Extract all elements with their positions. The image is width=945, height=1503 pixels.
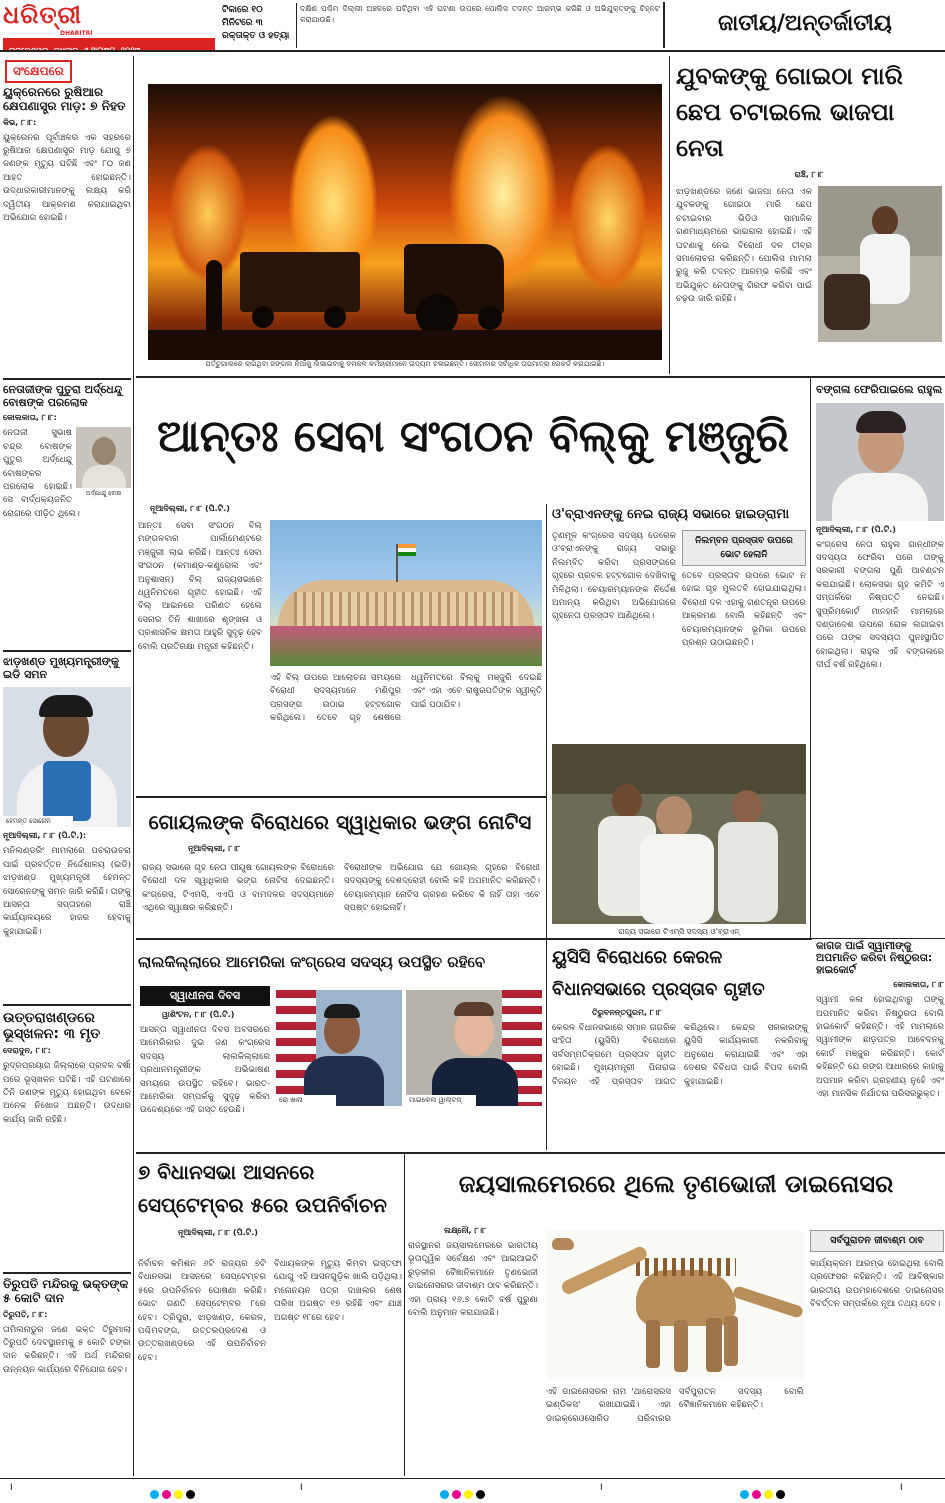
teaser-divider <box>296 3 297 48</box>
brief-body: ମନିଲଣ୍ଡରିଂ ମାମଲାରେ ପଚରାଉଚରା ପାଇଁ ପ୍ରବର୍ତ୍ତନ ନିର୍ଦ୍ଦେଶାଳୟ (ଇଡି) ଝାଡ଼ଖଣ୍ଡ ମୁଖ୍ୟମନ୍ତ୍ରୀ ହେମନ୍ତ ସୋରେନଙ୍କୁ ସମନ ଜାରି କରିଛି। ତାଙ୍କୁ ଆସନ୍ତା ସପ୍ତାହରେ ରାଞ୍ଚି କାର୍ଯ୍ୟାଳୟରେ ହାଜର ହେବାକୁ କୁହାଯାଇଛି। <box>3 846 131 937</box>
brief-title: ଝାଡ଼ଖଣ୍ଡ ମୁଖ୍ୟମନ୍ତ୍ରୀଙ୍କୁ ଇଡି ସମନ <box>3 655 119 681</box>
brief-divider <box>3 378 131 380</box>
bypoll-story[interactable] <box>138 1156 402 1476</box>
kerala-column-rule <box>546 940 547 1150</box>
kerala-body: କେରଳ ବିଧାନସଭାରେ ସମାନ ନାଗରିକ ସଂହିତା (ୟୁସିସି) ବିରୋଧରେ ସର୍ବସମ୍ମତିକ୍ରମେ ପ୍ରସ୍ତାବ ଗୃହୀତ ହୋଇଛି। ମୁଖ୍ୟମନ୍ତ୍ରୀ ପିନାରାଇ ବିଜୟନ ଏହି ପ୍ରସ୍ତାବ ଆଗତ କରିଥିଲେ। କେନ୍ଦ୍ର ସରକାରଙ୍କୁ ୟୁସିସି କାର୍ଯ୍ୟକାରୀ ନକରିବାକୁ ଅନୁରୋଧ କରାଯାଇଛି ଏବଂ ଏହା ଦେଶର ବିବିଧତା ପାଇଁ ବିପଦ ବୋଲି କୁହାଯାଇଛି। <box>552 1023 808 1087</box>
bose-photo <box>76 427 131 499</box>
wildfire-caption: ପର୍ତ୍ତୁଗାଲରେ ଲାଗିଥିବା ଜଙ୍ଗଲ ନିଆଁକୁ ଲିଭାଇବାକୁ ଦମକଳ କର୍ମଚାରୀମାନେ ଉଦ୍ୟମ ଚଳାଇଛନ୍ତି। ସୋମବାର ସର୍ବାଧିକ ତାପମାତ୍ରା ରେକର୍ଡ କରାଯାଇଛି। <box>205 360 605 368</box>
page-mark: I <box>10 1483 13 1493</box>
brief-body: ୟୁକ୍ରେନର ପୂର୍ବାଞ୍ଚଳର ଏକ ସହରରେ ରୁଷିଆର କ୍ଷେପଣାସ୍ତ୍ର ମାଡ଼ ଯୋଗୁ ୭ ଜଣଙ୍କ ମୃତ୍ୟୁ ଘଟିଛି ଏବଂ ୮୦ ଜଣ ଆହତ ହୋଇଛନ୍ତି। ଉଦ୍ଧାରକାରୀମାନଙ୍କୁ ଲକ୍ଷ୍ୟ କରି ଦ୍ୱିତୀୟ ଆକ୍ରମଣ କରାଯାଇଥିବା ଅଭିଯୋଗ ହୋଇଛି। <box>3 132 131 224</box>
dino-body-3: କାର୍ଯ୍ୟକ୍ରମ ଆରମ୍ଭ ହୋଇଥିଲା ବୋଲି ପ୍ରଫେସର କହିଛନ୍ତି। ଏହି ଆବିଷ୍କାର ଭାରତୀୟ ଉପମହାଦେଶରେ ଡାଇନୋସର ବିବର୍ତ୍ତନ ସମ୍ପର୍କରେ ନୂଆ ତଥ୍ୟ ଦେବ। <box>810 1259 944 1310</box>
brief-body: ତାମିଲନାଡୁର ଜଣେ ଭକ୍ତ ତିରୁମାଲା ତିରୁପତି ଦେବସ୍ଥାନମକୁ ୫ କୋଟି ଟଙ୍କା ଦାନ କରିଛନ୍ତି। ଏହି ଅର୍ଥ ମନ୍ଦିରର ଉନ୍ନୟନ କାର୍ଯ୍ୟରେ ବିନିଯୋଗ ହେବ। <box>3 1324 131 1375</box>
section-title: ଜାତୀୟ/ଅନ୍ତର୍ଜାତୀୟ <box>718 11 892 36</box>
goyal-rule <box>136 796 546 798</box>
masthead <box>0 0 945 50</box>
redfort-tag: ସ୍ୱାଧୀନତା ଦିବସ <box>169 989 241 1002</box>
waltz-caption: ମାଇକେଲ ୱାଲ୍ଟଜ୍ <box>406 1095 476 1106</box>
bjp-dateline: ରାଞ୍ଚି, ୮।୮ <box>794 170 824 179</box>
goyal-dateline: ନୂଆଦିଲ୍ଲୀ, ୮।୮ <box>188 844 241 853</box>
lead-story-body[interactable] <box>138 504 542 794</box>
court-body: ସ୍ୱାମୀ କଳା ହୋଇଥିବାରୁ ତାଙ୍କୁ ଅପମାନିତ କରିବା ନିଷ୍ଠୁରତା ବୋଲି ହାଇକୋର୍ଟ କହିଛନ୍ତି। ଏହି ମାମଲାରେ ସ୍ୱାମୀଙ୍କ ଛାଡ଼ପତ୍ର ଆବେଦନକୁ କୋର୍ଟ ମଞ୍ଜୁର କରିଛନ୍ତି। କୋର୍ଟ କହିଛନ୍ତି ଯେ ରଙ୍ଗ ଆଧାରରେ କାହାକୁ ଅପମାନ କରିବା ଗ୍ରହଣୀୟ ନୁହେଁ ଏବଂ ଏହା ମାନସିକ ନିର୍ଯାତନା ପରିସରଭୁକ୍ତ। <box>816 995 944 1100</box>
masthead-rule <box>0 50 945 52</box>
brief-item[interactable] <box>3 86 131 376</box>
lead-headline-box <box>136 382 810 502</box>
rahul-column-rule <box>810 378 811 938</box>
goyal-story[interactable] <box>138 800 542 934</box>
brief-dateline: ଦେରାଦୁନ, ୮।୮: <box>3 1046 51 1056</box>
redfort-story[interactable] <box>138 942 542 1150</box>
bjp-story[interactable] <box>676 58 942 374</box>
obrien-story[interactable] <box>552 508 806 938</box>
color-registration <box>440 1484 500 1494</box>
khanna-caption: ରୋ ଖାନା <box>276 1095 336 1106</box>
bjp-photo <box>818 186 942 342</box>
bypoll-column-rule <box>404 1154 405 1476</box>
section-title-box <box>663 2 945 48</box>
obrien-kicker-box <box>682 530 806 566</box>
brief-item[interactable] <box>3 1278 131 1476</box>
kerala-story[interactable] <box>552 942 808 1150</box>
rahul-body: କଂଗ୍ରେସ ନେତା ରାହୁଲ ଗାନ୍ଧୀଙ୍କ ସଦସ୍ୟତା ଫେରିବା ପରେ ତାଙ୍କୁ ସରକାରୀ ବଙ୍ଗଳା ପୁଣି ଆବଣ୍ଟନ କରାଯାଇଛି। ଲୋକସଭା ଗୃହ କମିଟି ଏ ସମ୍ପର୍କରେ ନିଷ୍ପତ୍ତି ନେଇଛି। ସୁପ୍ରିମକୋର୍ଟ ମାନହାନି ମାମଲାରେ ଦଣ୍ଡାଦେଶ ଉପରେ ରୋକ ଲଗାଇବା ପରେ ତାଙ୍କ ସଦସ୍ୟତା ପୁନଃସ୍ଥାପିତ ହୋଇଥିଲା। ରାହୁଲ ଏହି ବଙ୍ଗଳାରେ ଦୀର୍ଘ ବର୍ଷ ରହିଥିଲେ। <box>816 539 944 671</box>
brief-item[interactable] <box>3 656 131 1036</box>
page-mark: I <box>900 1483 903 1493</box>
brief-title: ୟୁକ୍ରେନରେ ରୁଷିଆର କ୍ଷେପଣାସ୍ତ୍ର ମାଡ଼: ୭ ନିହତ <box>3 85 126 113</box>
teaser-text: ଦକ୍ଷିଣ ପଶ୍ଚିମ ଦିଲ୍ଲୀ ଅଞ୍ଚଳରେ ଘଟିଥିବା ଏହି ଘଟଣା ଉପରେ ପୋଲିସ ତଦନ୍ତ ଆରମ୍ଭ କରିଛି ଓ ଅଭିଯୁକ୍ତଙ୍କୁ ଚିହ୍ନଟ କରାଯାଉଛି। <box>300 4 660 24</box>
dino-body: ରାଜସ୍ଥାନର ଜୟସାଲମେରରେ ଭାରତୀୟ ଭୂତାତ୍ତ୍ୱିକ ସର୍ବେକ୍ଷଣ ଏବଂ ଆଇଆଇଟି ରୁଡ଼କୀର ବୈଜ୍ଞାନିକମାନେ ତୃଣଭୋଜୀ ଡାଇନୋସରର ଜୀବାଶ୍ମ ଠାବ କରିଛନ୍ତି। ଏହା ପ୍ରାୟ ୧୬.୭ କୋଟି ବର୍ଷ ପୁରୁଣା ବୋଲି ଅନୁମାନ କରାଯାଉଛି। <box>408 1241 538 1319</box>
top-photo-rule <box>669 56 670 374</box>
logo-subtitle: DHARITRI <box>60 30 93 37</box>
dateline-bar <box>3 38 215 50</box>
lead-body-2: ଏହି ବିଲ୍ ଉପରେ ଆଲୋଚନା ସମୟରେ ବିରୋଧୀ ସଦସ୍ୟମାନେ ମଣିପୁର ପ୍ରସଙ୍ଗ ଉଠାଇ ହଟ୍ଟଗୋଳ କରିଥିଲେ। ତେବେ ଗୃହ ଶେଷରେ ଧ୍ୱନିମତରେ ବିଲ୍‌କୁ ମଞ୍ଜୁରି ଦେଇଛି ଏବଂ ଏହା ଏବେ ରାଷ୍ଟ୍ରପତିଙ୍କ ସ୍ୱୀକୃତି ପାଇଁ ପଠାଯିବ। <box>270 673 542 724</box>
obrien-kicker: ନିଲମ୍ବନ ପ୍ରସ୍ତାବ ଉପରେ ଭୋଟ ହେଲାନି <box>695 536 793 560</box>
soren-photo <box>3 687 131 827</box>
lead-body: ଆନ୍ତଃ ସେବା ସଂଗଠନ ବିଲ୍ ମଙ୍ଗଳବାର ପାର୍ଲାମେଣ୍ଟରେ ମଞ୍ଜୁରୀ ଲାଭ କରିଛି। ଆନ୍ତଃ ସେବା ସଂଗଠନ (କମାଣ୍ଡ-କଣ୍ଟ୍ରୋଲ ଏବଂ ଅନୁଶାସନ) ବିଲ୍ ରାଜ୍ୟସଭାରେ ଧ୍ୱନିମତରେ ଗୃହୀତ ହୋଇଛି। ଏହି ବିଲ୍ ଆଇନରେ ପରିଣତ ହେଲେ ସେନାର ତିନି ଶାଖାରେ ଶୃଙ୍ଖଳା ଓ ପ୍ରଶାସନିକ କ୍ଷମତା ଆହୁରି ସୁଦୃଢ଼ ହେବ ବୋଲି ପ୍ରତିରକ୍ଷା ମନ୍ତ୍ରୀ କହିଛନ୍ତି। <box>138 521 262 652</box>
bypoll-headline: ୭ ବିଧାନସଭା ଆସନରେ ସେପ୍ଟେମ୍ବର ୫ରେ ଉପନିର୍ବାଚନ <box>138 1160 387 1217</box>
court-headline: କାଗଜ ପାଇଁ ସ୍ୱାମୀଙ୍କୁ ଅପମାନିତ କରିବା ନିଷ୍ଠୁରତା: ହାଇକୋର୍ଟ <box>816 940 933 977</box>
court-story[interactable] <box>816 940 944 1170</box>
row3-rule <box>136 938 812 940</box>
obrien-body: ତୃଣମୂଳ କଂଗ୍ରେସ ସଦସ୍ୟ ଡେରେକ ଓ'ବ୍ରାଏନଙ୍କୁ ରାଜ୍ୟ ସଭାରୁ ନିଲମ୍ବିତ କରିବା ପ୍ରସଙ୍ଗରେ ଗୃହରେ ପ୍ରବଳ ହଟ୍ଟଗୋଳ ଦେଖିବାକୁ ମିଳିଥିଲା। ଚେୟାରମ୍ୟାନଙ୍କ ନିର୍ଦ୍ଦେଶ ଅମାନ୍ୟ କରିଥିବା ଅଭିଯୋଗରେ ଗୃହନେତା ପ୍ରସ୍ତାବ ଆଣିଥିଲେ। <box>552 531 676 622</box>
dino-photo <box>546 1230 804 1380</box>
brief-tag: ସଂକ୍ଷେପରେ <box>5 60 72 83</box>
obrien-headline: ଓ'ବ୍ରାଏନଙ୍କୁ ନେଇ ରାଜ୍ୟ ସଭାରେ ହାଇଡ୍ରାମା <box>552 507 790 522</box>
bypoll-dateline: ନୂଆଦିଲ୍ଲୀ, ୮।୮ (ପି.ଟି.) <box>178 1228 258 1237</box>
redfort-headline: ଲାଲକିଲ୍ଲାରେ ଆମେରିକା କଂଗ୍ରେସ ସଦସ୍ୟ ଉପସ୍ଥିତ ରହିବେ <box>138 953 486 971</box>
kerala-headline: ୟୁସିସି ବିରୋଧରେ କେରଳ ବିଧାନସଭାରେ ପ୍ରସ୍ତାବ ଗୃହୀତ <box>552 947 765 1000</box>
dino-kicker: ସର୍ବପୁରାତନ ଜୀବାଶ୍ମ ଠାବ <box>830 1235 924 1246</box>
brief-body: ରୁଦ୍ରପ୍ରୟାଗ ଜିଲ୍ଲାରେ ପ୍ରବଳ ବର୍ଷା ପରେ ଭୂସ୍ଖଳନ ଘଟିଛି। ଏହି ଘଟଣାରେ ତିନି ଜଣଙ୍କ ମୃତ୍ୟୁ ହୋଇଥିବା ବେଳେ ଅନେକ ନିଖୋଜ ଅଛନ୍ତି। ଉଦ୍ଧାର କାର୍ଯ୍ୟ ଜାରି ରହିଛି। <box>3 1061 131 1125</box>
obrien-photo <box>552 744 806 924</box>
brief-body: ନେତାଜୀ ସୁଭାଷ ଚନ୍ଦ୍ର ବୋଷଙ୍କ ପୁତୁରା ଅର୍ଦ୍ଧେନ୍ଦୁ ବୋଷଙ୍କର ପରଲୋକ ହୋଇଛି। ସେ ବାର୍ଦ୍ଧକ୍ୟଜନିତ ରୋଗରେ ପୀଡ଼ିତ ଥିଲେ। <box>3 428 80 519</box>
rahul-dateline: ନୂଆଦିଲ୍ଲୀ, ୮।୮ (ପି.ଟି.) <box>816 524 896 534</box>
dino-dateline: ଲକ୍ଷ୍ନୌ, ୮।୮ <box>444 1226 487 1235</box>
obrien-photo-caption: ରାଜ୍ୟ ସଭାରେ ଟିଏମ୍‌ସି ସଦସ୍ୟ ଓ'ବ୍ରାଏନ୍ <box>618 927 740 936</box>
footer <box>0 1481 945 1497</box>
court-rule <box>812 938 945 939</box>
bose-photo-caption: ଅର୍ଦ୍ଧେନ୍ଦୁ ବୋଷ <box>76 488 131 499</box>
brief-dateline: ତିରୁପତି, ୮।୮: <box>3 1309 48 1319</box>
bypoll-body-2: ବିଧାୟକଙ୍କ ମୃତ୍ୟୁ କିମ୍ବା ଇସ୍ତଫା ଯୋଗୁ ଏହି ଆସନଗୁଡ଼ିକ ଖାଲି ପଡ଼ିଥିଲା। ମନୋନୟନ ପତ୍ର ଦାଖଲର ଶେଷ ତାରିଖ ଅଗଷ୍ଟ ୧୭ ରହିଛି ଏବଂ ଯାଞ୍ଚ ଅଗଷ୍ଟ ୧୮ରେ ହେବ। <box>274 1259 402 1323</box>
soren-photo-caption: ହେମନ୍ତ ସୋରେନ <box>3 816 73 827</box>
rahul-headline: ବଙ୍ଗଳା ଫେରିପାଇଲେ ରାହୁଲ <box>816 383 943 396</box>
dino-story[interactable] <box>408 1156 944 1476</box>
row1-rule <box>136 376 945 378</box>
brief-item[interactable] <box>3 384 131 649</box>
brief-divider <box>3 1272 131 1274</box>
redfort-tag-box <box>140 986 270 1006</box>
brief-dateline: କିଭ, ୮।୮: <box>3 117 37 127</box>
brief-column <box>3 56 131 1476</box>
parliament-photo <box>270 520 542 666</box>
color-registration <box>150 1484 210 1494</box>
brief-dateline: କୋଲକାତା, ୮।୮: <box>3 413 57 423</box>
page-mark: I <box>600 1483 603 1493</box>
dino-headline: ଜୟସାଲମେରରେ ଥିଲେ ତୃଣଭୋଜୀ ଡାଇନୋସର <box>458 1170 894 1198</box>
obrien-column-rule <box>546 504 547 938</box>
brief-title: ତିରୁପତି ମନ୍ଦିରକୁ ଭକ୍ତଙ୍କ ୫ କୋଟି ଦାନ <box>3 1277 129 1305</box>
teaser-label[interactable]: ଟିକାରେ ୧୦ ମିନିଟରେ ୩ ରକ୍ତାକ୍ତ ଓ ହତ୍ୟା <box>222 5 290 41</box>
bypoll-body: ନିର୍ବାଚନ କମିଶନ ୬ଟି ରାଜ୍ୟର ୭ଟି ବିଧାନସଭା ଆସନରେ ସେପ୍ଟେମ୍ବର ୫ରେ ଉପନିର୍ବାଚନ ଘୋଷଣା କରିଛି। ଭୋଟ ଗଣତି ସେପ୍ଟେମ୍ବର ୮ରେ ହେବ। ତ୍ରିପୁରା, ଝାଡ଼ଖଣ୍ଡ, କେରଳ, ପଶ୍ଚିମବଙ୍ଗ, ଉତ୍ତରପ୍ରଦେଶ ଓ ଉତ୍ତରାଖଣ୍ଡରେ ଏହି ଉପନିର୍ବାଚନ ହେବ। <box>138 1259 266 1363</box>
lead-headline[interactable]: ଆନ୍ତଃ ସେବା ସଂଗଠନ ବିଲ୍‌କୁ ମଞ୍ଜୁରି <box>157 411 789 462</box>
dino-body-2: ଏହି ଡାଇନୋସରର ନାମ 'ଥାରୋସରସ ଇଣ୍ଡିକସ' ରଖାଯାଇଛି। ଏହା ଡାଇକ୍ରେଓସୋରିଡ ପରିବାରର ସର୍ବପୁରାତନ ସଦସ୍ୟ ବୋଲି ବୈଜ୍ଞାନିକମାନେ କହିଛନ୍ତି। <box>546 1387 804 1424</box>
wildfire-photo[interactable] <box>148 84 662 360</box>
goyal-body: ରାଜ୍ୟ ସଭାରେ ଗୃହ ନେତା ପୀୟୂଷ ଗୋୟଲଙ୍କ ବିରୋଧରେ ବିରୋଧୀ ଦଳ ସ୍ୱାଧିକାର ଭଙ୍ଗ ନୋଟିସ ଦେଇଛନ୍ତି। କଂଗ୍ରେସ, ଟିଏମସି, ଏଏପି ଓ ବାମଦଳର ସଦସ୍ୟମାନେ ଏଥିରେ ସ୍ୱାକ୍ଷର କରିଛନ୍ତି। <box>142 863 334 914</box>
lead-dateline: ନୂଆଦିଲ୍ଲୀ, ୮।୮ (ପି.ଟି.) <box>150 504 230 513</box>
brief-title: ନେତାଜୀଙ୍କ ପୁତୁରା ଅର୍ଦ୍ଧେନ୍ଦୁ ବୋଷଙ୍କ ପରଲୋକ <box>3 383 123 409</box>
kerala-dateline: ତିରୁବନନ୍ତପୁରମ, ୮।୮ <box>592 1008 662 1017</box>
logo[interactable] <box>3 2 113 32</box>
brief-item[interactable] <box>3 1010 131 1280</box>
brief-divider <box>3 1004 131 1006</box>
page-mark: I <box>300 1483 303 1493</box>
logo-text: ଧରିତ୍ରୀ <box>3 1 82 29</box>
court-dateline: କୋଲକାତା, ୮।୮ <box>893 980 944 990</box>
brief-divider <box>3 650 131 652</box>
bjp-body: ଝାଡ଼ଖଣ୍ଡରେ ଜଣେ ଭାଜପା ନେତା ଏକ ଯୁବକଙ୍କୁ ଗୋଇଠା ମାରି ଛେପ ଚଟାଇବାର ଭିଡିଓ ସାମାଜିକ ଗଣମାଧ୍ୟମରେ ଭାଇରାଲ ହୋଇଛି। ଏହି ଘଟଣାକୁ ନେଇ ବିରୋଧୀ ଦଳ ତୀବ୍ର ସମାଲୋଚନା କରିଛନ୍ତି। ପୋଲିସ ମାମଲା ରୁଜୁ କରି ତଦନ୍ତ ଆରମ୍ଭ କରିଛି ଏବଂ ଅଭିଯୁକ୍ତ ନେତାଙ୍କୁ ଗିରଫ କରିବା ପାଇଁ ଚଢ଼ଉ ଜାରି ରହିଛି। <box>676 187 812 305</box>
obrien-body-2: ତେବେ ପ୍ରସ୍ତାବ ଉପରେ ଭୋଟ ନ ହୋଇ ଗୃହ ମୁଲତବି ହୋଇଯାଇଥିଲା। ବିରୋଧୀ ଦଳ ଏହାକୁ ଗଣତନ୍ତ୍ର ଉପରେ ଆକ୍ରମଣ ବୋଲି କହିଛନ୍ତି ଏବଂ ଚେୟାରମ୍ୟାନଙ୍କ ଭୂମିକା ଉପରେ ପ୍ରଶ୍ନ ଉଠାଇଛନ୍ତି। <box>682 571 806 649</box>
redfort-dateline: ୱାଶିଂଟନ, ୮।୮ (ପି.ଟି.) <box>162 1010 235 1019</box>
brief-dateline: ନୂଆଦିଲ୍ଲୀ, ୮।୮ (ପି.ଟି.): <box>3 831 87 841</box>
redfort-body: ଆସନ୍ତା ସ୍ୱାଧୀନତା ଦିବସ ଅବସରରେ ଆମେରିକାର ଦୁଇ ଜଣ କଂଗ୍ରେସ ସଦସ୍ୟ ଲାଲକିଲ୍ଲାରେ ପ୍ରଧାନମନ୍ତ୍ରୀଙ୍କ ଅଭିଭାଷଣ ସମୟରେ ଉପସ୍ଥିତ ରହିବେ। ଭାରତ-ଆମେରିକା ସମ୍ପର୍କକୁ ସୁଦୃଢ଼ କରିବା ଉଦ୍ଦେଶ୍ୟରେ ଏହି ଗସ୍ତ ହେଉଛି। <box>140 1025 270 1116</box>
bjp-headline: ଯୁବକଙ୍କୁ ଗୋଇଠା ମାରି ଛେପ ଚଟାଇଲେ ଭାଜପା ନେତା <box>676 62 903 162</box>
wildfire-photo-block <box>148 84 662 366</box>
rahul-story[interactable] <box>816 384 944 922</box>
row4-rule <box>136 1152 945 1154</box>
rahul-photo <box>816 403 944 521</box>
goyal-body-2: ବିରୋଧୀଙ୍କ ଅଭିଯୋଗ ଯେ ଗୋୟଲ ଗୃହରେ ବିରୋଧୀ ସଦସ୍ୟଙ୍କୁ ଦେଶଦ୍ରୋହୀ ବୋଲି କହି ଅପମାନିତ କରିଛନ୍ତି। ଚେୟାରମ୍ୟାନ ନୋଟିସ ଗ୍ରହଣ କରିବେ କି ନାହିଁ ତାହା ଏବେ ସ୍ପଷ୍ଟ ହୋଇନାହିଁ। <box>344 863 540 914</box>
brief-title: ଉତ୍ତରାଖଣ୍ଡରେ ଭୂସ୍ଖଳନ: ୩ ମୃତ <box>3 1010 101 1043</box>
khanna-photo <box>276 990 402 1106</box>
goyal-headline: ଗୋୟଲଙ୍କ ବିରୋଧରେ ସ୍ୱାଧିକାର ଭଙ୍ଗ ନୋଟିସ <box>148 810 532 834</box>
waltz-photo <box>406 990 542 1106</box>
footer-rule <box>0 1478 945 1479</box>
color-registration <box>740 1484 800 1494</box>
left-column-rule <box>133 56 134 1476</box>
dino-kicker-box <box>810 1230 944 1252</box>
